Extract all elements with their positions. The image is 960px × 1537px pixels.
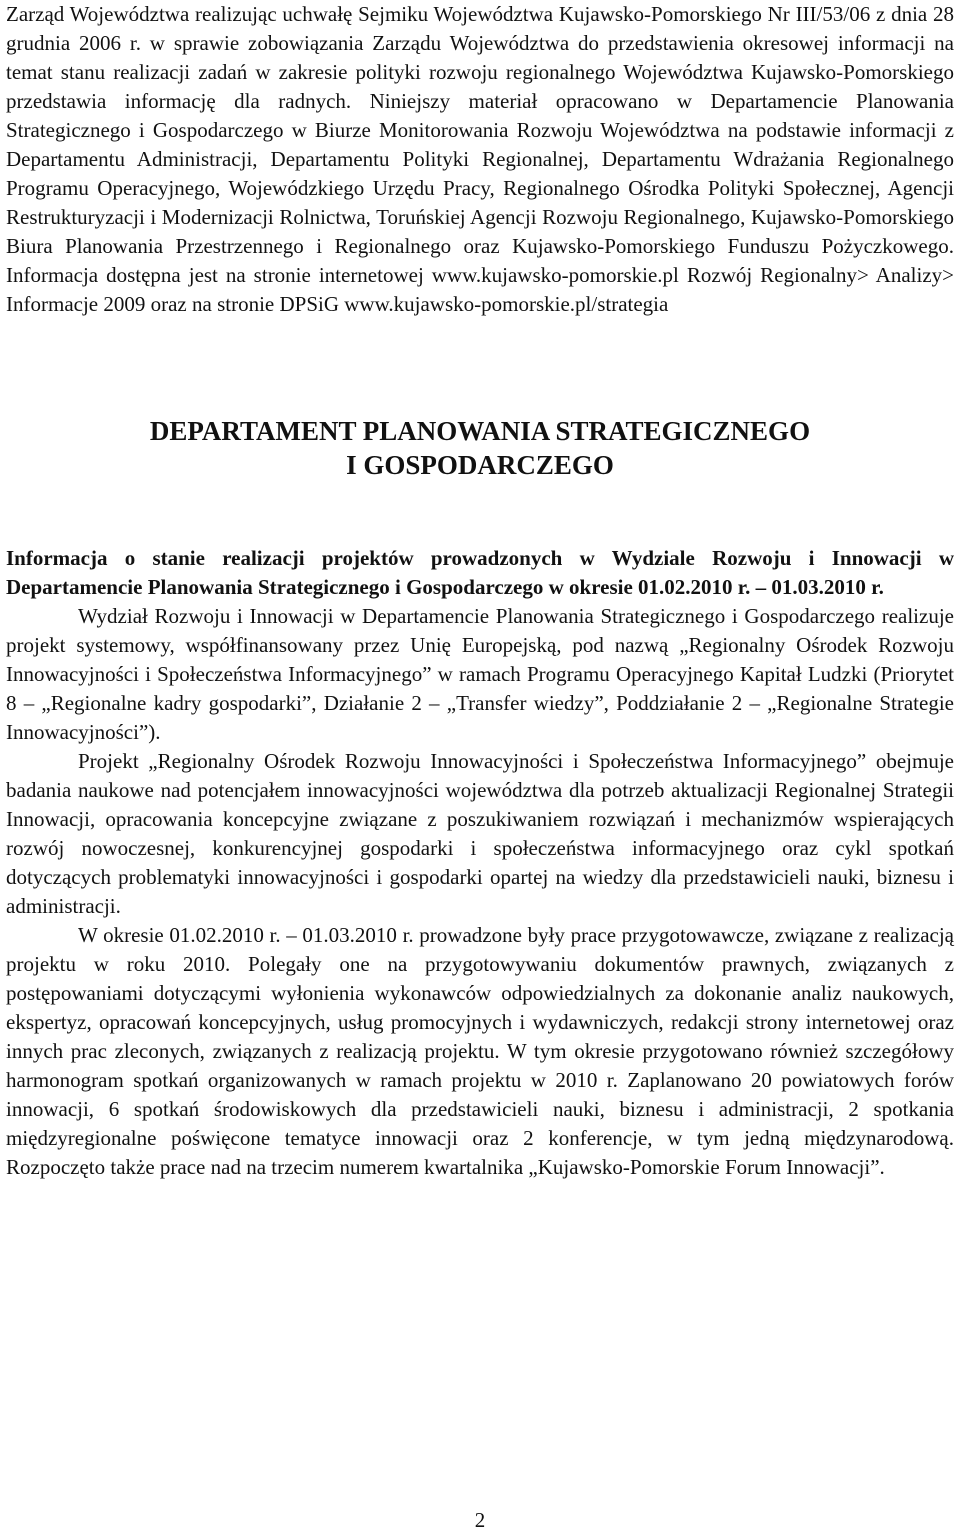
body-paragraph-1: Wydział Rozwoju i Innowacji w Departamencie Planowania Strategicznego i Gospodarczego realizuje projekt systemowy, współfinansowany przez Unię Europejską, pod nazwą „Regionalny Ośrodek Rozwoju Innowacyjności i Społeczeństwa Informacyjnego” w ramach Programu Operacyjnego Kapitał Ludzki (Priorytet 8 – „Regionalne kadry gospodarki”, Działanie 2 – „Transfer wiedzy”, Poddziałanie 2 – „Regionalne Strategie Innowacyjności”). <box>6 604 954 744</box>
page-number: 2 <box>474 1508 486 1532</box>
department-heading-line-1: DEPARTAMENT PLANOWANIA STRATEGICZNEGO <box>149 416 811 446</box>
department-heading <box>6 414 954 482</box>
intro-paragraph: Zarząd Województwa realizując uchwałę Sejmiku Województwa Kujawsko-Pomorskiego Nr III/53/06 z dnia 28 grudnia 2006 r. w sprawie zobowiązania Zarządu Województwa do przedstawienia okresowej informacji na temat stanu realizacji zadań w zakresie polityki rozwoju regionalnego Województwa Kujawsko-Pomorskiego przedstawia informację dla radnych. Niniejszy materiał opracowano w Departamencie Planowania Strategicznego i Gospodarczego w Biurze Monitorowania Rozwoju Województwa na podstawie informacji z Departamentu Administracji, Departamentu Polityki Regionalnej, Departamentu Wdrażania Regionalnego Programu Operacyjnego, Wojewódzkiego Urzędu Pracy, Regionalnego Ośrodka Polityki Społecznej, Agencji Restrukturyzacji i Modernizacji Rolnictwa, Toruńskiej Agencji Rozwoju Regionalnego, Kujawsko-Pomorskiego Biura Planowania Przestrzennego i Regionalnego oraz Kujawsko-Pomorskiego Funduszu Pożyczkowego. Informacja dostępna jest na stronie internetowej www.kujawsko-pomorskie.pl Rozwój Regionalny> Analizy> Informacje 2009 oraz na stronie DPSiG www.kujawsko-pomorskie.pl/strategia <box>6 2 954 316</box>
body-paragraph-3: W okresie 01.02.2010 r. – 01.03.2010 r. prowadzone były prace przygotowawcze, związane z realizacją projektu w roku 2010. Polegały one na przygotowywaniu dokumentów prawnych, związanych z postępowaniami dotyczącymi wyłonienia wykonawców odpowiedzialnych za dokonanie analiz naukowych, ekspertyz, opracowań koncepcyjnych, usług promocyjnych i wydawniczych, redakcji strony internetowej oraz innych prac zleconych, związanych z realizacją projektu. W tym okresie przygotowano również szczegółowy harmonogram spotkań organizowanych w ramach projektu w 2010 r. Zaplanowano 20 powiatowych forów innowacji, 6 spotkań środowiskowych dla przedstawicieli nauki, biznesu i administracji, 2 spotkania międzyregionalne poświęcone tematyce innowacji oraz 2 konferencje, w tym jedną międzynarodową. Rozpoczęto także prace nad na trzecim numerem kwartalnika „Kujawsko-Pomorskie Forum Innowacji”. <box>6 923 954 1179</box>
body-paragraph-2: Projekt „Regionalny Ośrodek Rozwoju Innowacyjności i Społeczeństwa Informacyjnego” obejmuje badania naukowe nad potencjałem innowacyjności województwa dla potrzeb aktualizacji Regionalnej Strategii Innowacji, opracowania koncepcyjne związane z poszukiwaniem rozwiązań i mechanizmów wspierających rozwój nowoczesnej, konkurencyjnej gospodarki i społeczeństwa informacyjnego oraz cykl spotkań dotyczących problematyki innowacyjności i gospodarki opartej na wiedzy dla przedstawicieli nauki, biznesu i administracji. <box>6 749 954 918</box>
report-title: Informacja o stanie realizacji projektów prowadzonych w Wydziale Rozwoju i Innowacji w Departamencie Planowania Strategicznego i Gospodarczego w okresie 01.02.2010 r. – 01.03.2010 r. <box>6 546 954 599</box>
department-heading-line-2: I GOSPODARCZEGO <box>346 450 614 480</box>
document-page <box>6 0 954 1182</box>
